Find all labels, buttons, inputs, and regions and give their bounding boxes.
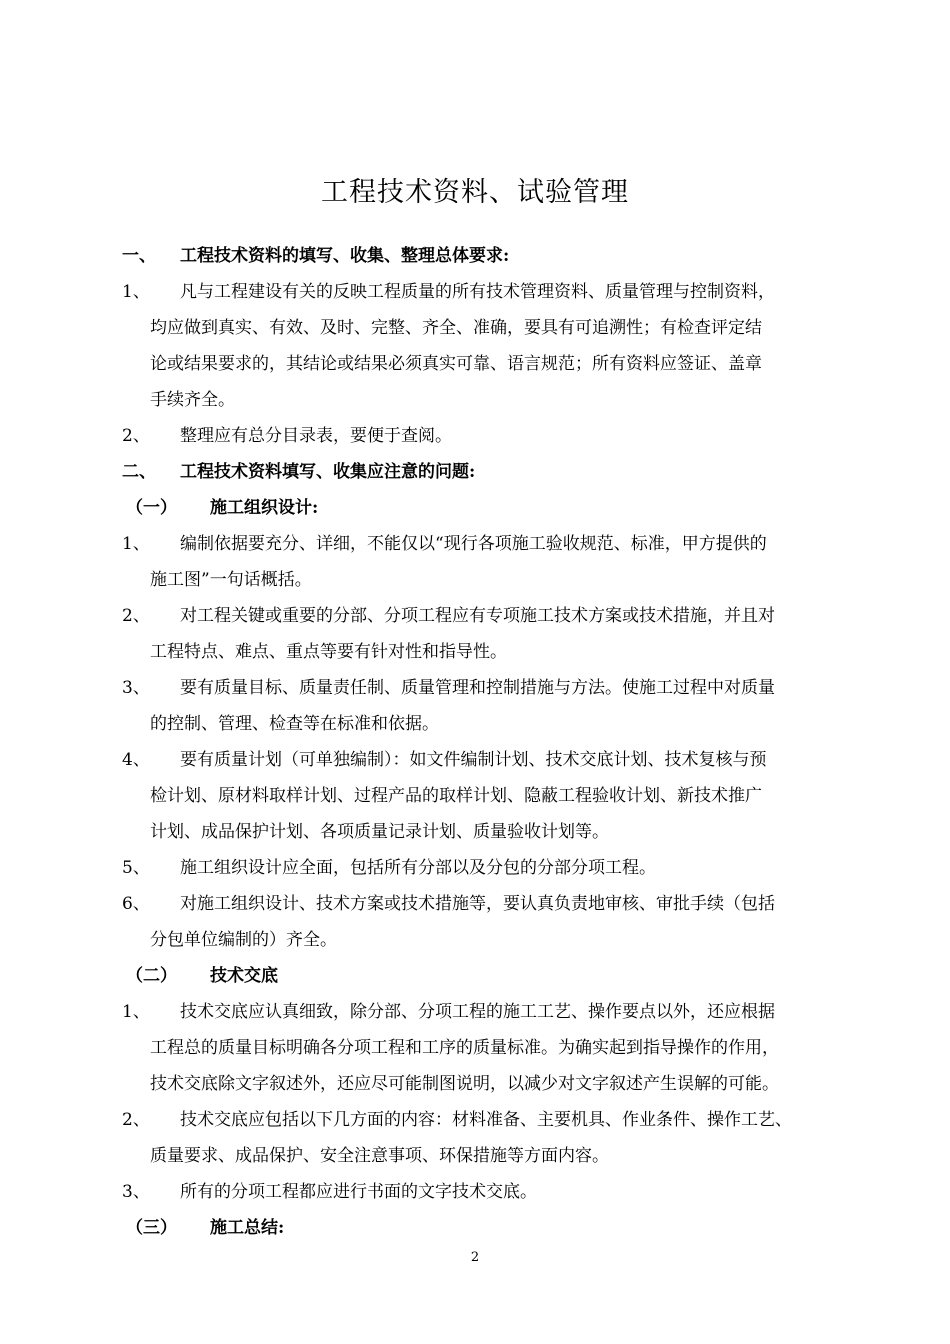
list-item bbox=[122, 1102, 862, 1174]
list-item bbox=[122, 274, 862, 418]
section-heading bbox=[122, 454, 862, 490]
heading-text: 技术交底 bbox=[210, 966, 278, 986]
section-heading bbox=[122, 238, 862, 274]
text-line: 技术交底应包括以下几方面的内容：材料准备、主要机具、作业条件、操作工艺、 bbox=[180, 1110, 792, 1130]
text-line: 所有的分项工程都应进行书面的文字技术交底。 bbox=[180, 1182, 537, 1202]
text-line: 工程特点、难点、重点等要有针对性和指导性。 bbox=[150, 642, 507, 662]
list-item bbox=[122, 418, 862, 454]
text-line: 均应做到真实、有效、及时、完整、齐全、准确，要具有可追溯性；有检查评定结 bbox=[150, 318, 762, 338]
list-item bbox=[122, 742, 862, 850]
item-number: 3、 bbox=[122, 1182, 150, 1202]
item-number: 5、 bbox=[122, 858, 150, 878]
text-line: 质量要求、成品保护、安全注意事项、环保措施等方面内容。 bbox=[150, 1146, 609, 1166]
item-text bbox=[122, 886, 862, 958]
text-line: 计划、成品保护计划、各项质量记录计划、质量验收计划等。 bbox=[150, 822, 609, 842]
item-number: （三） bbox=[126, 1218, 177, 1238]
list-item bbox=[122, 850, 862, 886]
text-line: 对施工组织设计、技术方案或技术措施等，要认真负责地审核、审批手续（包括 bbox=[180, 894, 775, 914]
text-line: 施工组织设计应全面，包括所有分部以及分包的分部分项工程。 bbox=[180, 858, 656, 878]
heading-text: 工程技术资料的填写、收集、整理总体要求: bbox=[180, 246, 510, 266]
item-number: 1、 bbox=[122, 534, 150, 554]
list-item bbox=[122, 994, 862, 1102]
section-heading bbox=[122, 958, 862, 994]
item-text bbox=[122, 994, 862, 1102]
text-line: 编制依据要充分、详细，不能仅以“现行各项施工验收规范、标准，甲方提供的 bbox=[180, 534, 767, 554]
item-number: （一） bbox=[126, 498, 177, 518]
item-number: 4、 bbox=[122, 750, 150, 770]
item-number: 1、 bbox=[122, 1002, 150, 1022]
text-line: 的控制、管理、检查等在标准和依据。 bbox=[150, 714, 439, 734]
text-line: 要有质量目标、质量责任制、质量管理和控制措施与方法。使施工过程中对质量 bbox=[180, 678, 775, 698]
list-item bbox=[122, 526, 862, 598]
text-line: 凡与工程建设有关的反映工程质量的所有技术管理资料、质量管理与控制资料， bbox=[180, 282, 775, 302]
text-line: 技术交底除文字叙述外，还应尽可能制图说明，以减少对文字叙述产生误解的可能。 bbox=[150, 1074, 779, 1094]
item-text bbox=[122, 670, 862, 742]
list-item bbox=[122, 670, 862, 742]
document-body bbox=[122, 238, 862, 1246]
item-text bbox=[122, 1174, 862, 1210]
item-text bbox=[122, 526, 862, 598]
item-number: 3、 bbox=[122, 678, 150, 698]
text-line: 整理应有总分目录表，要便于查阅。 bbox=[180, 426, 452, 446]
item-number: 二、 bbox=[122, 462, 156, 482]
heading-text: 施工总结: bbox=[210, 1218, 285, 1238]
text-line: 工程总的质量目标明确各分项工程和工序的质量标准。为确实起到指导操作的作用， bbox=[150, 1038, 779, 1058]
list-item bbox=[122, 1174, 862, 1210]
item-number: 1、 bbox=[122, 282, 150, 302]
document-title: 工程技术资料、试验管理 bbox=[321, 177, 629, 208]
page-number: 2 bbox=[470, 1250, 480, 1265]
list-item bbox=[122, 598, 862, 670]
text-line: 检计划、原材料取样计划、过程产品的取样计划、隐蔽工程验收计划、新技术推广 bbox=[150, 786, 762, 806]
item-number: 一、 bbox=[122, 246, 156, 266]
item-number: 2、 bbox=[122, 606, 150, 626]
heading-text: 施工组织设计: bbox=[210, 498, 319, 518]
text-line: 对工程关键或重要的分部、分项工程应有专项施工技术方案或技术措施，并且对 bbox=[180, 606, 775, 626]
item-text bbox=[122, 418, 862, 454]
item-number: 2、 bbox=[122, 426, 150, 446]
text-line: 手续齐全。 bbox=[150, 390, 235, 410]
item-text bbox=[122, 742, 862, 850]
item-text bbox=[122, 274, 862, 418]
text-line: 技术交底应认真细致，除分部、分项工程的施工工艺、操作要点以外，还应根据 bbox=[180, 1002, 775, 1022]
text-line: 论或结果要求的，其结论或结果必须真实可靠、语言规范；所有资料应签证、盖章 bbox=[150, 354, 762, 374]
section-heading bbox=[122, 490, 862, 526]
item-text bbox=[122, 598, 862, 670]
heading-text: 工程技术资料填写、收集应注意的问题: bbox=[180, 462, 476, 482]
item-text bbox=[122, 850, 862, 886]
item-number: 6、 bbox=[122, 894, 150, 914]
text-line: 分包单位编制的）齐全。 bbox=[150, 930, 337, 950]
item-number: （二） bbox=[126, 966, 177, 986]
text-line: 要有质量计划（可单独编制）：如文件编制计划、技术交底计划、技术复核与预 bbox=[180, 750, 767, 770]
section-heading bbox=[122, 1210, 862, 1246]
text-line: 施工图”一句话概括。 bbox=[150, 570, 312, 590]
list-item bbox=[122, 886, 862, 958]
item-number: 2、 bbox=[122, 1110, 150, 1130]
item-text bbox=[122, 1102, 862, 1174]
